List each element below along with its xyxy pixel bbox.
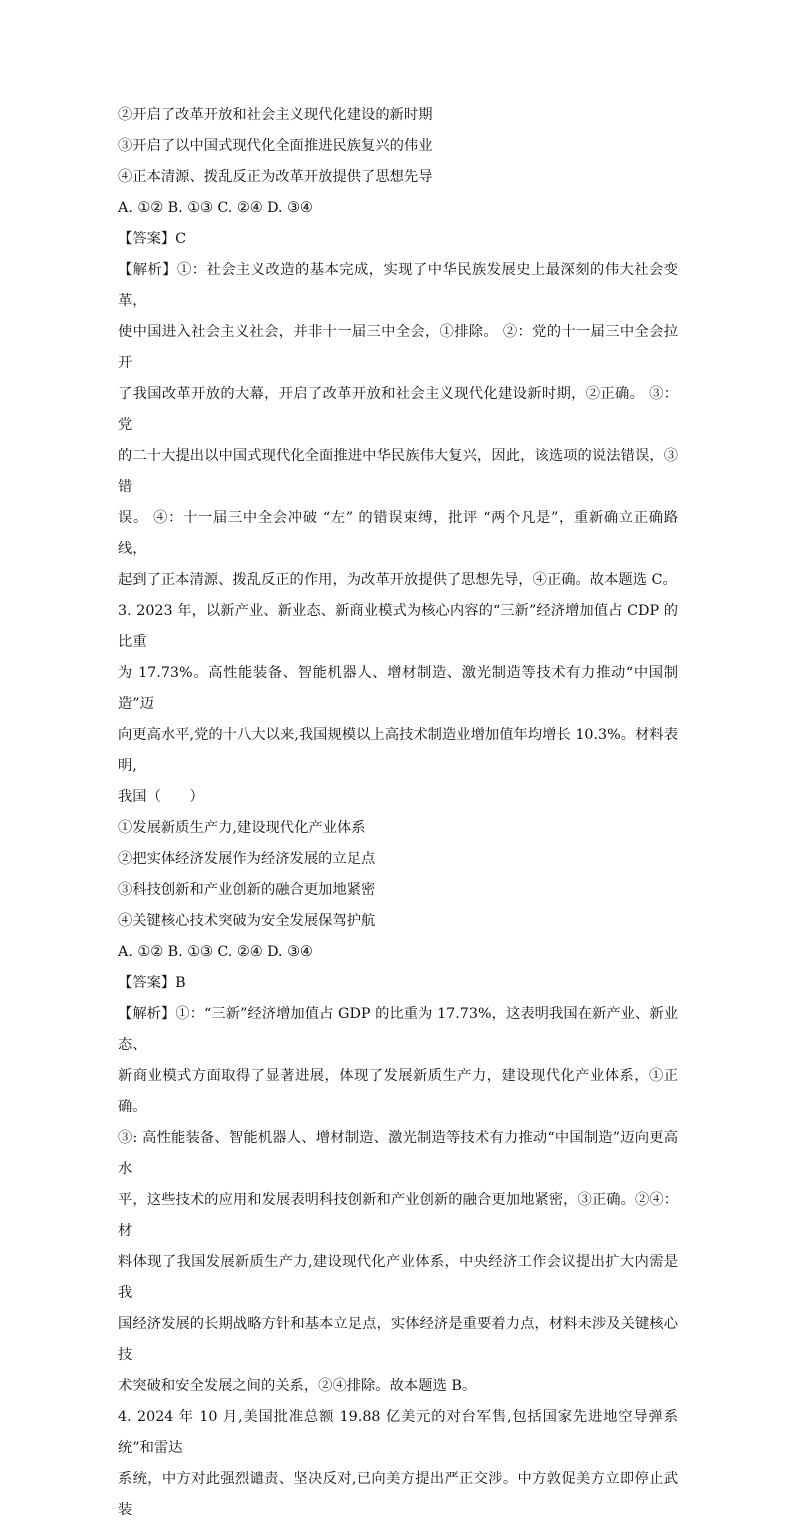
q4-stem-line: 系统，中方对此强烈谴责、坚决反对,已向美方提出严正交涉。中方敦促美方立即停止武装 — [118, 1471, 678, 1518]
q4-stem-line: 4. 2024 年 10 月,美国批准总额 19.88 亿美元的对台军售,包括国家先进地空导弹系统”和雷达 — [118, 1409, 678, 1456]
q2-analysis-line: 使中国进入社会主义社会，并非十一届三中全会，①排除。 ②：党的十一届三中全会拉开 — [118, 324, 678, 371]
q3-stem-line: 3. 2023 年，以新产业、新业态、新商业模式为核心内容的“三新”经济增加值占 CDP 的比重 — [118, 603, 678, 650]
q3-analysis-line: 料体现了我国发展新质生产力,建设现代化产业体系，中央经济工作会议提出扩大内需是我 — [118, 1254, 678, 1301]
q2-option-line: ②开启了改革开放和社会主义现代化建设的新时期 — [118, 107, 433, 123]
q3-choices: A. ①② B. ①③ C. ②④ D. ③④ — [118, 944, 313, 960]
q3-stem-line: 向更高水平,党的十八大以来,我国规模以上高技术制造业增加值年均增长 10.3%。材料表明, — [118, 727, 678, 774]
q2-option-line: ③开启了以中国式现代化全面推进民族复兴的伟业 — [118, 138, 433, 154]
q2-analysis-line: 起到了正本清源、拨乱反正的作用，为改革开放提供了思想先导，④正确。故本题选 C。 — [118, 572, 677, 588]
q2-choices: A. ①② B. ①③ C. ②④ D. ③④ — [118, 200, 313, 216]
q3-stem-line: 我国（ ） — [118, 789, 204, 805]
q3-analysis-line: 【解析】①：“三新”经济增加值占 GDP 的比重为 17.73%，这表明我国在新产业、新业态、 — [118, 1006, 678, 1053]
q3-analysis-line: ③: 高性能装备、智能机器人、增材制造、激光制造等技术有力推动“中国制造”迈向更高水 — [118, 1130, 678, 1177]
q3-option-line: ④关键核心技术突破为安全发展保驾护航 — [118, 913, 376, 929]
q3-stem-line: 为 17.73%。高性能装备、智能机器人、增材制造、激光制造等技术有力推动“中国制造”迈 — [118, 665, 678, 712]
q3-analysis — [118, 999, 678, 1402]
q3-analysis-line: 术突破和安全发展之间的关系，②④排除。故本题选 B。 — [118, 1378, 477, 1394]
q3-analysis-line: 平，这些技术的应用和发展表明科技创新和产业创新的融合更加地紧密，③正确。②④：材 — [118, 1192, 678, 1239]
q2-analysis-line: 了我国改革开放的大幕，开启了改革开放和社会主义现代化建设新时期，②正确。 ③：党 — [118, 386, 678, 433]
q3-analysis-line: 新商业模式方面取得了显著进展，体现了发展新质生产力，建设现代化产业体系，①正确。 — [118, 1068, 678, 1115]
q3-stem — [118, 596, 678, 813]
q3-answer: 【答案】B — [118, 975, 186, 991]
q3-option-line: ①发展新质生产力,建设现代化产业体系 — [118, 820, 366, 836]
q2-analysis-line: 误。 ④：十一届三中全会冲破 “左” 的错误束缚，批评 “两个凡是”，重新确立正确路线， — [118, 510, 678, 557]
q2-analysis-line: 的二十大提出以中国式现代化全面推进中华民族伟大复兴，因此，该选项的说法错误，③错 — [118, 448, 678, 495]
q3-option-line: ②把实体经济发展作为经济发展的立足点 — [118, 851, 376, 867]
q3-option-line: ③科技创新和产业创新的融合更加地紧密 — [118, 882, 376, 898]
q4-stem — [118, 1402, 678, 1526]
q2-analysis-line: 【解析】①：社会主义改造的基本完成，实现了中华民族发展史上最深刻的伟大社会变革， — [118, 262, 678, 309]
q2-answer: 【答案】C — [118, 231, 187, 247]
q2-analysis — [118, 255, 678, 596]
q3-analysis-line: 国经济发展的长期战略方针和基本立足点，实体经济是重要着力点，材料未涉及关键核心技 — [118, 1316, 678, 1363]
q2-option-line: ④正本清源、拨乱反正为改革开放提供了思想先导 — [118, 169, 433, 185]
page-content — [118, 100, 678, 1526]
